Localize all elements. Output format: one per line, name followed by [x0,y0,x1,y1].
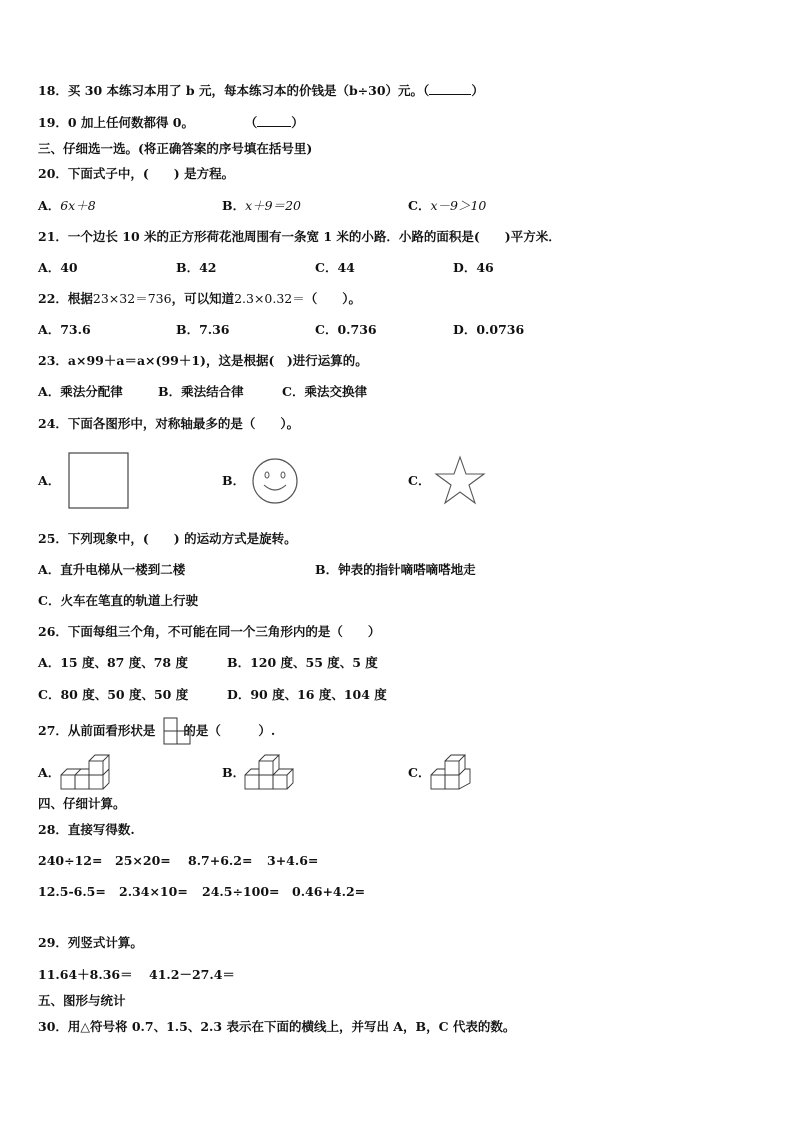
star-figure [435,456,485,504]
option-c[interactable]: C．0.736 [315,322,377,337]
option-b[interactable]: B．钟表的指针嘀嗒嘀嗒地走 [315,562,476,577]
option-a[interactable]: A． [38,473,61,488]
question-18-text: 18．买 30 本练习本用了 b 元，每本练习本的价钱是（b÷30）元。（ [38,83,430,98]
calc-item: 41.2－27.4＝ [149,967,235,982]
cube-stack-a-figure [60,755,112,791]
option-c[interactable]: C．80 度、50 度、50 度 [38,687,189,702]
front-view-figure [163,717,193,745]
calc-item: 11.64＋8.36＝ [38,967,133,982]
option-c[interactable]: C． [408,473,431,488]
calc-item: 8.7+6.2= [188,853,253,868]
question-20-stem: 20．下面式子中，( ) 是方程。 [38,166,235,181]
option-b[interactable]: B．乘法结合律 [158,384,244,399]
cube-stack-c-figure [430,753,474,791]
option-a[interactable]: A．直升电梯从一楼到二楼 [38,562,186,577]
calc-item: 0.46+4.2= [292,884,366,899]
calc-item: 24.5÷100= [202,884,280,899]
option-d[interactable]: D．46 [453,260,494,275]
question-23-stem: 23．a×99＋a＝a×(99＋1)，这是根据( )进行运算的。 [38,353,368,368]
question-19-text: 19．0 加上任何数都得 0。 [38,115,194,130]
option-b[interactable]: B．7.36 [176,322,230,337]
section-5-heading: 五、图形与统计 [38,993,126,1008]
question-25-stem: 25．下列现象中，( ) 的运动方式是旋转。 [38,531,297,546]
calc-item: 3+4.6= [267,853,319,868]
option-b[interactable]: B． [222,473,246,488]
question-30-stem: 30．用△符号将 0.7、1.5、2.3 表示在下面的横线上，并写出 A，B，C 代表的数。 [38,1019,516,1034]
option-a[interactable]: A．40 [38,260,78,275]
cube-stack-b-figure [244,755,296,791]
section-4-heading: 四、仔细计算。 [38,796,126,811]
option-b[interactable]: B．x＋9＝20 [222,198,301,213]
option-d[interactable]: D．90 度、16 度、104 度 [227,687,387,702]
question-28-stem: 28．直接写得数. [38,822,135,837]
question-29-stem: 29．列竖式计算。 [38,935,143,950]
option-d[interactable]: D．0.0736 [453,322,525,337]
option-a[interactable]: A．15 度、87 度、78 度 [38,655,188,670]
square-figure [68,452,130,510]
option-b[interactable]: B．120 度、55 度、5 度 [227,655,378,670]
option-c[interactable]: C． [408,765,431,780]
question-24-stem: 24．下面各图形中，对称轴最多的是（ ）。 [38,416,300,431]
option-b[interactable]: B．42 [176,260,217,275]
answer-blank[interactable] [429,83,471,95]
question-27-stem: 27．从前面看形状是 的是（ ）. [38,723,276,738]
smiley-face-figure [251,457,299,505]
option-c[interactable]: C．乘法交换律 [282,384,367,399]
option-b[interactable]: B． [222,765,246,780]
option-c[interactable]: C．x－9＞10 [408,198,487,213]
question-26-stem: 26．下面每组三个角，不可能在同一个三角形内的是（ ） [38,624,381,639]
calc-item: 12.5-6.5= [38,884,106,899]
option-a[interactable]: A．6x＋8 [38,198,96,213]
option-a[interactable]: A． [38,765,61,780]
question-18: 18．买 30 本练习本用了 b 元，每本练习本的价钱是（b÷30）元。（ ） [38,83,484,98]
question-19: 19．0 加上任何数都得 0。 （ ） [38,115,304,130]
calc-item: 25×20= [115,853,171,868]
calc-item: 2.34×10= [119,884,188,899]
calc-item: 240÷12= [38,853,103,868]
question-22-stem: 22．根据23×32＝736，可以知道2.3×0.32＝（ ）。 [38,291,362,306]
option-c[interactable]: C．火车在笔直的轨道上行驶 [38,593,198,608]
option-a[interactable]: A．73.6 [38,322,91,337]
answer-blank[interactable] [257,115,291,127]
option-c[interactable]: C．44 [315,260,355,275]
option-a[interactable]: A．乘法分配律 [38,384,123,399]
section-3-heading: 三、仔细选一选。(将正确答案的序号填在括号里) [38,141,313,156]
question-21-stem: 21．一个边长 10 米的正方形荷花池周围有一条宽 1 米的小路．小路的面积是( )平方米． [38,229,561,244]
